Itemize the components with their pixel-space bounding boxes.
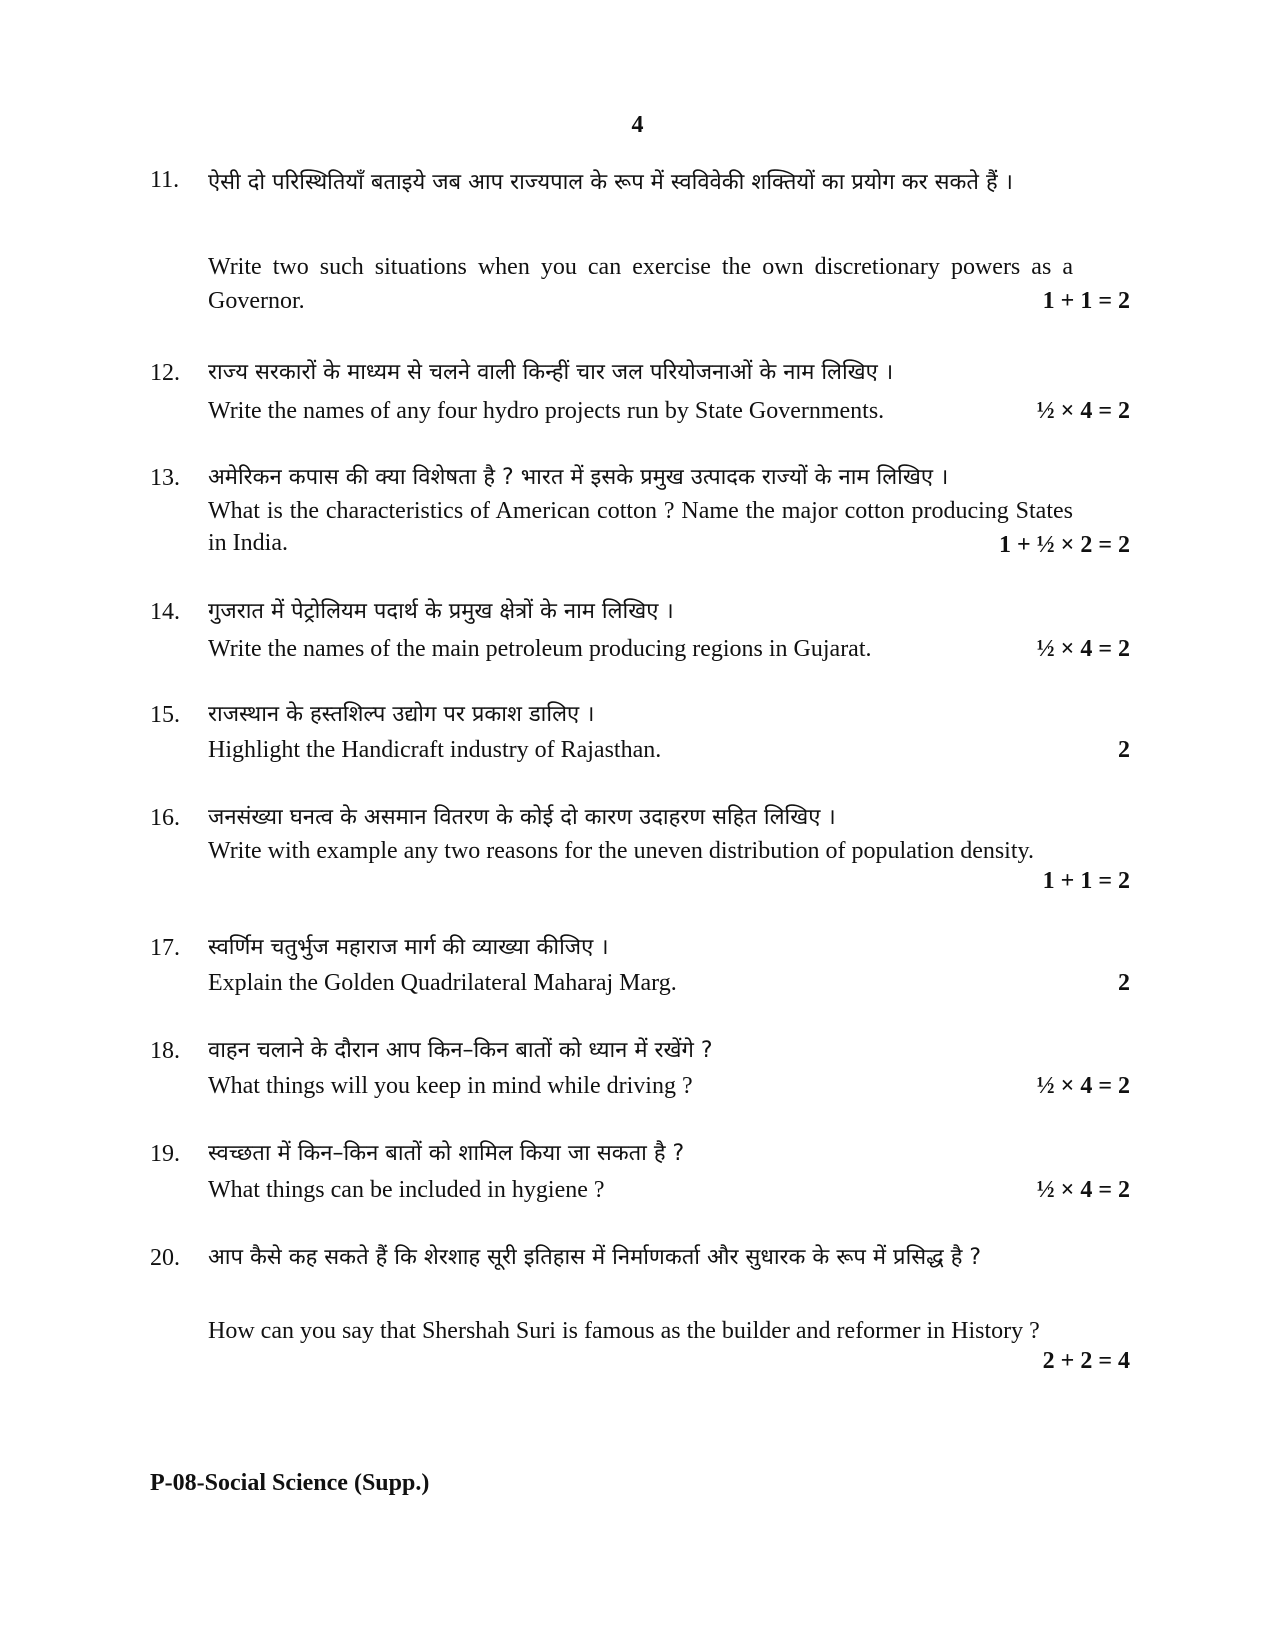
question-text-hindi: स्वच्छता में किन–किन बातों को शामिल किया जा सकता है ? [208,1141,685,1166]
question-text-english: What things can be included in hygiene ? [208,1177,605,1203]
marks: 1 + 1 = 2 [1042,868,1130,894]
question-number: 18. [150,1038,180,1064]
question-15 [150,697,1130,777]
question-number: 17. [150,935,180,961]
marks: ½ × 4 = 2 [1036,1177,1130,1203]
question-12 [150,355,1130,435]
question-number: 20. [150,1245,180,1271]
question-text-hindi: अमेरिकन कपास की क्या विशेषता है ? भारत में इसके प्रमुख उत्पादक राज्यों के नाम लिखिए । [208,465,949,490]
question-number: 12. [150,360,180,386]
question-number: 13. [150,465,180,491]
question-13 [150,460,1130,570]
question-text-hindi: वाहन चलाने के दौरान आप किन–किन बातों को ध्यान में रखेंगे ? [208,1038,713,1063]
question-text-hindi: ऐसी दो परिस्थितियाँ बताइये जब आप राज्यपाल के रूप में स्वविवेकी शक्तियों का प्रयोग कर सकते हैं । [208,170,1013,195]
page-number: 4 [631,112,644,138]
paper-code-footer: P-08-Social Science (Supp.) [150,1470,430,1496]
marks: ½ × 4 = 2 [1036,1073,1130,1099]
question-17 [150,930,1130,1010]
marks: 2 [1118,970,1130,996]
question-text-hindi: स्वर्णिम चतुर्भुज महाराज मार्ग की व्याख्या कीजिए । [208,935,609,960]
question-text-english: Write with example any two reasons for the uneven distribution of population density. [208,838,1034,864]
question-number: 16. [150,805,180,831]
question-text-hindi: राज्य सरकारों के माध्यम से चलने वाली किन्हीं चार जल परियोजनाओं के नाम लिखिए । [208,360,894,385]
question-number: 11. [150,167,180,193]
question-number: 19. [150,1141,180,1167]
marks: 1 + ½ × 2 = 2 [998,532,1130,558]
question-text-english: Explain the Golden Quadrilateral Maharaj Marg. [208,970,677,996]
question-text-english: What is the characteristics of American cotton ? Name the major cotton producing States in India. [208,498,1073,556]
question-text-hindi: आप कैसे कह सकते हैं कि शेरशाह सूरी इतिहास में निर्माणकर्ता और सुधारक के रूप में प्रसिद्ध है ? [208,1245,982,1270]
question-11 [150,162,1130,322]
question-18 [150,1033,1130,1113]
question-text-english: What things will you keep in mind while driving ? [208,1073,693,1099]
marks: ½ × 4 = 2 [1036,398,1130,424]
question-number: 14. [150,599,180,625]
question-number: 15. [150,702,180,728]
question-text-hindi: राजस्थान के हस्तशिल्प उद्योग पर प्रकाश डालिए । [208,702,595,727]
question-text-english: Highlight the Handicraft industry of Rajasthan. [208,737,662,763]
question-19 [150,1136,1130,1216]
question-text-hindi: गुजरात में पेट्रोलियम पदार्थ के प्रमुख क्षेत्रों के नाम लिखिए । [208,599,674,624]
question-text-english: Write two such situations when you can exercise the own discretionary powers as a Governor. [208,254,1073,314]
marks: 2 + 2 = 4 [1042,1348,1130,1374]
question-text-english: How can you say that Shershah Suri is famous as the builder and reformer in History ? [208,1318,1040,1344]
question-14 [150,594,1130,674]
question-text-english: Write the names of any four hydro projects run by State Governments. [208,398,885,424]
marks: 1 + 1 = 2 [1042,288,1130,314]
question-16 [150,800,1130,910]
question-text-hindi: जनसंख्या घनत्व के असमान वितरण के कोई दो कारण उदाहरण सहित लिखिए । [208,805,836,830]
marks: ½ × 4 = 2 [1036,636,1130,662]
marks: 2 [1118,737,1130,763]
question-text-english: Write the names of the main petroleum producing regions in Gujarat. [208,636,872,662]
question-20 [150,1240,1130,1400]
